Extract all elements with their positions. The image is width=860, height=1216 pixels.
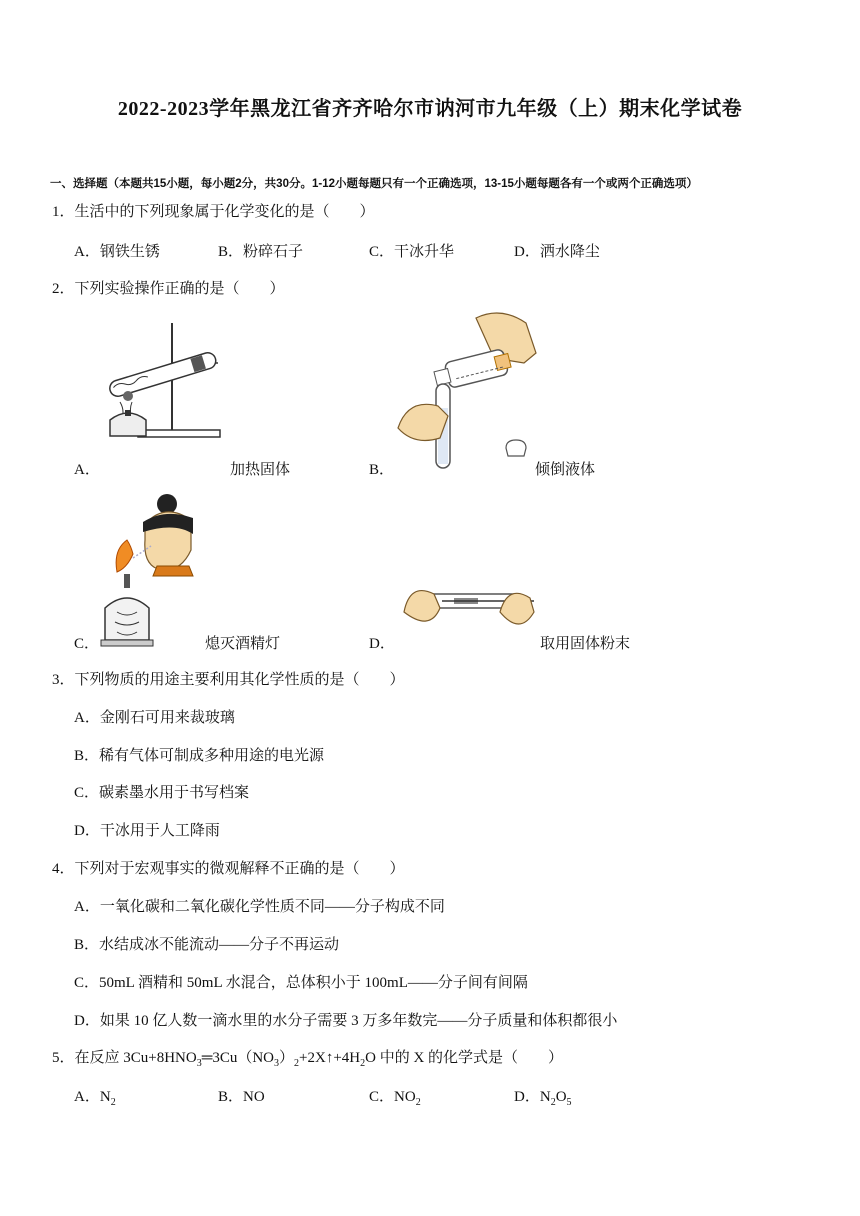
q5-option-a: A．$N_2$ xyxy=(74,1089,116,1108)
q3-option-d: D．干冰用于人工降雨 xyxy=(74,823,220,839)
q1-option-a: A．钢铁生锈 xyxy=(74,244,160,260)
q3-option-a: A．金刚石可用来裁玻璃 xyxy=(74,710,235,726)
q5-option-c: C．$NO_2$ xyxy=(369,1089,421,1108)
question-3-stem: 3．下列物质的用途主要利用其化学性质的是（ ） xyxy=(52,672,405,688)
q5-option-d: D．$N_2O_5$ xyxy=(514,1089,572,1108)
section-heading: 一、选择题（本题共15小题，每小题2分，共30分。1-12小题每题只有一个正确选项，13-15小题每题各有一个或两个正确选项） xyxy=(50,178,698,190)
take-powder-figure xyxy=(402,572,542,638)
q1-option-b: B．粉碎石子 xyxy=(218,244,304,260)
pouring-liquid-figure xyxy=(396,308,546,470)
q3-option-c: C．碳素墨水用于书写档案 xyxy=(74,785,250,801)
q3-option-b: B．稀有气体可制成多种用途的电光源 xyxy=(74,748,325,764)
q2-option-b-caption: 倾倒液体 xyxy=(535,462,596,478)
q2-option-d-letter: D． xyxy=(369,636,395,652)
q4-option-a: A．一氧化碳和二氧化碳化学性质不同——分子构成不同 xyxy=(74,899,445,915)
question-2-stem: 2．下列实验操作正确的是（ ） xyxy=(52,281,285,297)
heating-solid-figure xyxy=(98,318,228,443)
q4-option-b: B．水结成冰不能流动——分子不再运动 xyxy=(74,937,340,953)
question-1-stem: 1．生活中的下列现象属于化学变化的是（ ） xyxy=(52,204,375,220)
q5-option-b: B．NO xyxy=(218,1089,265,1105)
q4-option-d: D．如果 10 亿人数一滴水里的水分子需要 3 万多年数完——分子质量和体积都很小 xyxy=(74,1013,618,1029)
q2-option-c-caption: 熄灭酒精灯 xyxy=(205,636,281,652)
q1-option-c: C．干冰升华 xyxy=(369,244,455,260)
q2-option-a-caption: 加热固体 xyxy=(230,462,291,478)
q2-option-c-letter: C． xyxy=(74,636,100,652)
q2-option-d-caption: 取用固体粉末 xyxy=(540,636,631,652)
exam-title: 2022-2023学年黑龙江省齐齐哈尔市讷河市九年级（上）期末化学试卷 xyxy=(117,98,743,120)
q2-option-a-letter: A． xyxy=(74,462,100,478)
q4-option-c: C．50mL 酒精和 50mL 水混合，总体积小于 100mL——分子间有间隔 xyxy=(74,975,528,991)
question-5-stem: 5．在反应 $3Cu+8HNO_3═3Cu(NO_3)_2+2X↑+4H_2O$ 中的 X 的化学式是（ ） xyxy=(52,1050,564,1069)
q1-option-d: D．洒水降尘 xyxy=(514,244,600,260)
question-4-stem: 4．下列对于宏观事实的微观解释不正确的是（ ） xyxy=(52,861,405,877)
extinguish-lamp-figure xyxy=(97,490,197,652)
q2-option-b-letter: B． xyxy=(369,462,395,478)
